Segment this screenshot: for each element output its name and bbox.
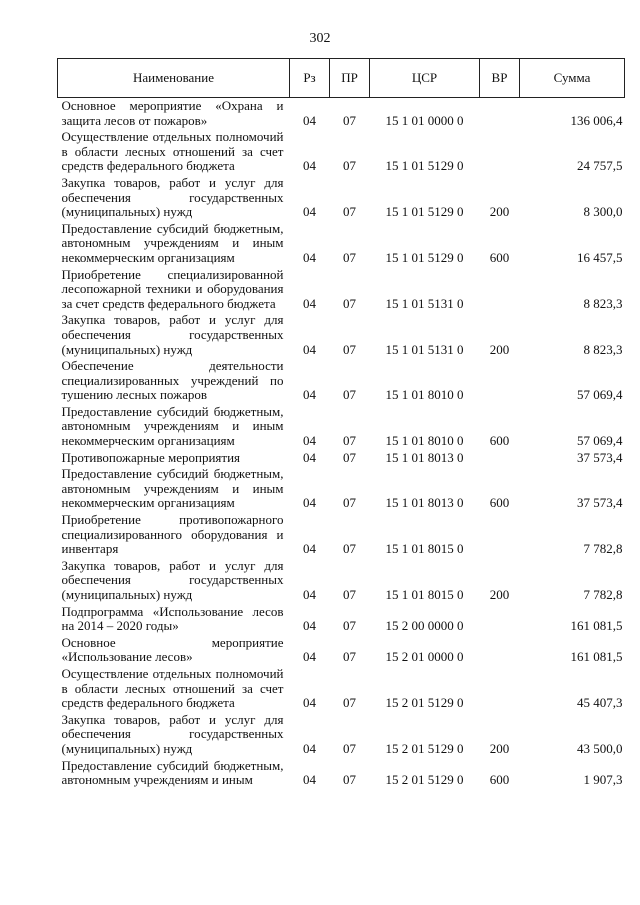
row-pr: 07	[343, 433, 356, 449]
table-row	[58, 98, 625, 130]
row-pr: 07	[343, 249, 356, 265]
row-pr: 07	[343, 295, 356, 311]
row-vr: 600	[489, 772, 510, 788]
row-name: Противопожарные мероприятия	[61, 449, 241, 465]
row-name: Предоставление субсидий бюджетным, автономным учреждениям и иным некоммерческим организациям	[61, 220, 284, 265]
table-header	[58, 59, 625, 98]
row-pr: 07	[343, 495, 356, 511]
table-row	[58, 758, 625, 789]
row-csr: 15 1 01 5129 0	[385, 249, 464, 265]
row-sum: 43 500,0	[577, 740, 623, 756]
table-body	[58, 98, 625, 789]
row-rz: 04	[303, 112, 316, 128]
row-sum: 161 081,5	[570, 649, 623, 665]
row-sum: 16 457,5	[577, 249, 623, 265]
header-pr: ПР	[330, 59, 370, 98]
row-pr: 07	[343, 695, 356, 711]
row-csr: 15 1 01 8010 0	[385, 433, 464, 449]
row-vr: 200	[489, 740, 510, 756]
row-vr	[480, 98, 520, 130]
row-vr	[480, 666, 520, 712]
page-number: 302	[309, 31, 331, 46]
table-row	[58, 221, 625, 267]
row-sum: 136 006,4	[570, 112, 623, 128]
row-csr: 15 1 01 8010 0	[385, 387, 464, 403]
row-csr: 15 1 01 5129 0	[385, 204, 464, 220]
row-csr: 15 1 01 8015 0	[385, 541, 464, 557]
row-pr: 07	[343, 772, 356, 788]
row-csr: 15 1 01 5129 0	[385, 158, 464, 174]
row-name: Приобретение противопожарного специализированного оборудования и инвентаря	[61, 512, 284, 557]
row-csr: 15 2 01 5129 0	[385, 772, 464, 788]
header-sum: Сумма	[520, 59, 625, 98]
row-pr: 07	[343, 649, 356, 665]
row-csr: 15 2 00 0000 0	[385, 618, 464, 634]
row-sum: 45 407,3	[577, 695, 623, 711]
row-sum: 8 300,0	[583, 204, 623, 220]
row-vr	[480, 512, 520, 558]
row-pr: 07	[343, 112, 356, 128]
row-name: Закупка товаров, работ и услуг для обеспечения государственных (муниципальных) нужд	[61, 557, 284, 602]
table-row	[58, 604, 625, 635]
row-csr: 15 1 01 8013 0	[385, 495, 464, 511]
table-row	[58, 512, 625, 558]
row-vr: 600	[489, 495, 510, 511]
row-name: Приобретение специализированной лесопожарной техники и оборудования за счет средств федерального бюджета	[61, 266, 284, 311]
row-csr: 15 2 01 0000 0	[385, 649, 464, 665]
row-rz: 04	[303, 158, 316, 174]
row-sum: 8 823,3	[583, 341, 623, 357]
row-pr: 07	[343, 341, 356, 357]
row-csr: 15 1 01 8013 0	[385, 449, 464, 465]
budget-table	[57, 58, 625, 789]
row-csr: 15 2 01 5129 0	[385, 695, 464, 711]
row-rz: 04	[303, 249, 316, 265]
row-pr: 07	[343, 541, 356, 557]
row-sum: 8 823,3	[583, 295, 623, 311]
row-vr: 200	[489, 341, 510, 357]
row-csr: 15 1 01 0000 0	[385, 112, 464, 128]
row-rz: 04	[303, 772, 316, 788]
row-csr: 15 1 01 8015 0	[385, 587, 464, 602]
row-name: Осуществление отдельных полномочий в области лесных отношений за счет средств федерального бюджета	[61, 129, 284, 174]
row-sum: 57 069,4	[577, 433, 623, 449]
row-name: Основное мероприятие «Использование лесов»	[61, 634, 284, 665]
row-rz: 04	[303, 618, 316, 634]
row-sum: 1 907,3	[583, 772, 623, 788]
row-name: Подпрограмма «Использование лесов на 2014 – 2020 годы»	[61, 603, 284, 634]
table-row	[58, 129, 625, 175]
table-row	[58, 175, 625, 221]
row-vr	[480, 358, 520, 404]
row-vr	[480, 604, 520, 635]
table-row	[58, 358, 625, 404]
row-rz: 04	[303, 695, 316, 711]
header-rz: Рз	[290, 59, 330, 98]
table-row	[58, 666, 625, 712]
row-vr: 200	[489, 204, 510, 220]
row-rz: 04	[303, 433, 316, 449]
row-pr: 07	[343, 204, 356, 220]
table-row	[58, 712, 625, 758]
row-rz: 04	[303, 204, 316, 220]
row-name: Закупка товаров, работ и услуг для обеспечения государственных (муниципальных) нужд	[61, 312, 284, 357]
row-rz: 04	[303, 587, 316, 602]
row-rz: 04	[303, 341, 316, 357]
row-rz: 04	[303, 740, 316, 756]
table-row	[58, 635, 625, 666]
header-csr: ЦСР	[370, 59, 480, 98]
header-vr: ВР	[480, 59, 520, 98]
row-vr: 600	[489, 249, 510, 265]
table-row	[58, 404, 625, 450]
row-pr: 07	[343, 449, 356, 465]
row-vr: 200	[489, 587, 510, 602]
row-pr: 07	[343, 158, 356, 174]
row-sum: 161 081,5	[570, 618, 623, 634]
table-row	[58, 466, 625, 512]
table-row	[58, 558, 625, 604]
row-name: Закупка товаров, работ и услуг для обеспечения государственных (муниципальных) нужд	[61, 711, 284, 756]
row-pr: 07	[343, 740, 356, 756]
row-csr: 15 1 01 5131 0	[385, 295, 464, 311]
table-row	[58, 450, 625, 467]
table-row	[58, 267, 625, 313]
row-csr: 15 1 01 5131 0	[385, 341, 464, 357]
row-rz: 04	[303, 449, 316, 465]
row-name: Предоставление субсидий бюджетным, автономным учреждениям и иным некоммерческим организациям	[61, 403, 284, 449]
row-sum: 24 757,5	[577, 158, 623, 174]
row-sum: 7 782,8	[583, 587, 623, 602]
header-name: Наименование	[58, 59, 290, 98]
row-pr: 07	[343, 618, 356, 634]
row-rz: 04	[303, 295, 316, 311]
row-csr: 15 2 01 5129 0	[385, 740, 464, 756]
row-sum: 37 573,4	[577, 495, 623, 511]
row-pr: 07	[343, 587, 356, 602]
table-row	[58, 312, 625, 358]
row-vr	[480, 267, 520, 313]
row-vr	[480, 129, 520, 175]
row-name: Предоставление субсидий бюджетным, автономным учреждениям и иным некоммерческим организациям	[61, 466, 284, 511]
row-name: Закупка товаров, работ и услуг для обеспечения государственных (муниципальных) нужд	[61, 174, 284, 220]
row-rz: 04	[303, 541, 316, 557]
row-sum: 7 782,8	[583, 541, 623, 557]
row-name: Предоставление субсидий бюджетным, автономным учреждениям и иным	[61, 757, 284, 788]
row-name: Обеспечение деятельности специализированных учреждений по тушению лесных пожаров	[61, 358, 284, 403]
row-rz: 04	[303, 387, 316, 403]
row-pr: 07	[343, 387, 356, 403]
row-vr	[480, 635, 520, 666]
row-sum: 37 573,4	[577, 449, 623, 465]
row-rz: 04	[303, 495, 316, 511]
row-rz: 04	[303, 649, 316, 665]
row-sum: 57 069,4	[577, 387, 623, 403]
row-name: Основное мероприятие «Охрана и защита лесов от пожаров»	[61, 98, 284, 128]
row-vr	[480, 450, 520, 467]
row-vr: 600	[489, 433, 510, 449]
row-name: Осуществление отдельных полномочий в области лесных отношений за счет средств федерального бюджета	[61, 665, 284, 711]
